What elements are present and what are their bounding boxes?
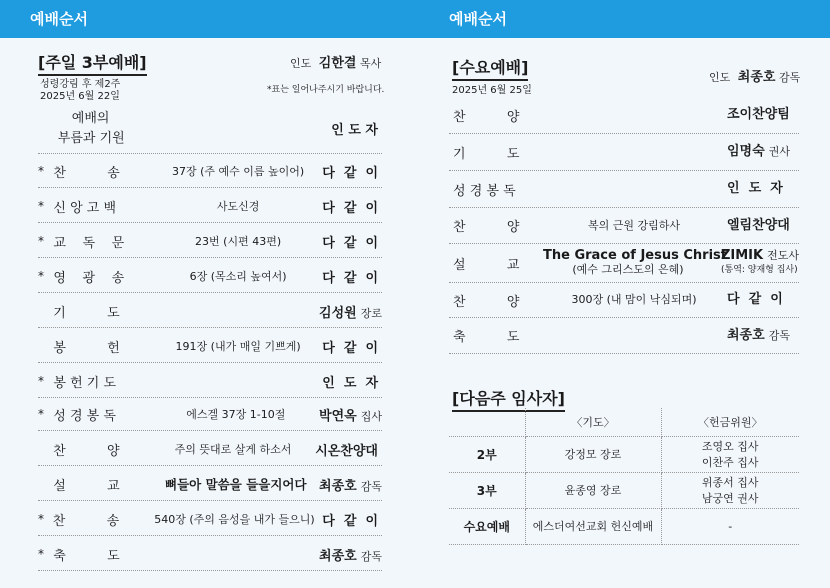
left-leader (290, 52, 381, 71)
row-person-name: 인 도 자 (322, 375, 378, 391)
row-label-line2: 부름과 기원 (57, 130, 125, 146)
row-star: * (38, 374, 44, 388)
left-leader-name: 김한결 (318, 56, 357, 71)
table-row (38, 433, 382, 466)
row-star: * (38, 269, 44, 283)
table-row (449, 97, 799, 134)
row-person (314, 197, 382, 216)
row-label: 찬 송 (53, 165, 120, 181)
row-person-name: 최종호 (319, 548, 357, 564)
next-row-offering (661, 508, 799, 544)
row-content-ko: (예수 그리스도의 은혜) (572, 263, 684, 276)
row-person-name: 다 같 이 (322, 270, 378, 286)
table-row (38, 330, 382, 363)
row-content: 에스겔 37장 1-10절 (186, 408, 286, 421)
row-person-name: 김성원 (319, 305, 357, 321)
next-row-prayer: 에스더여선교회 헌신예배 (525, 508, 661, 544)
row-label: 축 도 (453, 330, 520, 345)
next-row-label: 2부 (449, 436, 525, 472)
row-person-name: 다 같 이 (322, 200, 378, 216)
table-row (38, 398, 382, 431)
next-row-label: 수요예배 (449, 508, 525, 544)
row-label: 찬 양 (53, 443, 120, 459)
right-date: 2025년 6월 25일 (452, 85, 532, 96)
row-label: 찬 양 (453, 109, 520, 125)
right-header-bar (415, 0, 830, 38)
row-person-name: 박연옥 (319, 408, 357, 424)
row-label: 봉 헌 (53, 340, 120, 356)
next-row-offering-1: - (728, 519, 733, 533)
row-star: * (38, 164, 44, 178)
row-content-text: 복의 근원 강림하사 (587, 218, 680, 232)
row-content: 주의 뜻대로 살게 하소서 (174, 443, 292, 456)
row-person-name: 시온찬양대 (315, 443, 378, 459)
row-content: 23번 (시편 43편) (195, 235, 282, 248)
row-person-name: 최종호 (319, 478, 357, 494)
row-person-name: ZIMIK (720, 248, 764, 263)
row-person (719, 293, 787, 307)
left-header-bar (0, 0, 415, 38)
row-person (719, 182, 787, 196)
row-content (549, 219, 719, 233)
row-person-role: 집사 (360, 409, 382, 423)
row-label: 봉 헌 기 도 (53, 375, 117, 391)
left-leader-prefix: 인도 (290, 57, 312, 70)
row-person-line (727, 145, 790, 159)
row-person (713, 249, 799, 277)
table-row (38, 503, 382, 536)
row-person-role: 감독 (360, 549, 382, 563)
row-person (719, 108, 794, 122)
row-person-line (721, 249, 799, 263)
left-date-line2: 2025년 6월 22일 (40, 91, 120, 102)
row-person-interpreter: (통역: 양재형 집사) (720, 265, 798, 275)
row-label: 찬 양 (453, 220, 520, 235)
right-leader-prefix: 인도 (709, 71, 731, 84)
row-person (311, 475, 382, 494)
row-person-name: 임명숙 (727, 144, 765, 159)
row-person (311, 405, 382, 424)
row-person (314, 372, 382, 391)
row-star: * (38, 234, 44, 248)
row-label: 찬 송 (52, 513, 120, 529)
row-person-role: 전도사 (767, 249, 799, 262)
row-person-role: 감독 (360, 479, 382, 493)
next-row-offering-1: 조영오 집사 (701, 440, 759, 453)
table-row (38, 190, 382, 223)
row-content (549, 293, 719, 307)
row-label: 기 도 (53, 305, 120, 321)
next-row-prayer: 윤종영 장로 (525, 472, 661, 508)
row-content-en: The Grace of Jesus Christ (542, 248, 727, 263)
right-leader-role: 감독 (778, 71, 801, 84)
left-leader-role: 목사 (359, 57, 382, 70)
row-person-name: 최종호 (727, 327, 765, 343)
row-person-name: 다 같 이 (322, 165, 378, 181)
table-row (38, 538, 382, 571)
row-content: 540장 (주의 음성을 내가 들으니) (154, 513, 315, 526)
row-person (314, 510, 382, 529)
table-row (449, 244, 799, 283)
row-label: 신 앙 고 백 (53, 200, 117, 216)
table-row (38, 260, 382, 293)
next-row-offering (661, 472, 799, 508)
row-person (307, 440, 382, 459)
row-star: * (38, 199, 44, 213)
row-person-line (727, 219, 794, 233)
row-person-line (727, 182, 787, 196)
left-standing-note: *표는 일어나주시기 바랍니다. (267, 85, 385, 95)
left-header-title: 예배순서 (30, 10, 88, 28)
row-label: 설 교 (453, 257, 520, 273)
row-star: * (38, 547, 44, 561)
row-person (719, 329, 790, 343)
next-row-offering-2: 이찬주 집사 (701, 456, 759, 469)
row-star: * (38, 512, 44, 526)
table-row (449, 208, 799, 244)
row-label-line1: 예배의 (71, 110, 110, 126)
row-content: 뼈들아 말씀을 들을지어다 (165, 477, 307, 492)
row-person-line (727, 293, 787, 307)
row-label (50, 109, 166, 149)
left-date-line1: 성령강림 후 제2주 (40, 79, 121, 90)
row-person-line (727, 108, 794, 122)
next-header-empty (449, 408, 525, 436)
row-person-name: 다 같 이 (322, 235, 378, 251)
row-content: 191장 (내가 매일 기쁘게) (175, 340, 301, 353)
row-person (719, 145, 790, 159)
right-leader-name: 최종호 (737, 70, 776, 85)
row-person-role: 권사 (768, 145, 790, 158)
table-row (449, 134, 799, 171)
table-row (449, 472, 799, 508)
row-person (323, 119, 382, 138)
next-week-table (449, 408, 799, 545)
next-row-prayer: 강정모 장로 (525, 436, 661, 472)
row-label: 찬 양 (453, 294, 520, 310)
row-person (314, 267, 382, 286)
next-header-prayer: 〈기도〉 (525, 408, 661, 436)
row-label: 교 독 문 (53, 235, 125, 251)
table-row (38, 155, 382, 188)
row-person (311, 302, 382, 321)
table-row (38, 295, 382, 328)
next-header-offering: 〈헌금위원〉 (661, 408, 799, 436)
row-person-role: 장로 (360, 306, 382, 320)
row-person-line (727, 329, 790, 343)
row-star: * (38, 407, 44, 421)
row-person-name: 다 같 이 (727, 292, 783, 307)
row-label: 성 경 봉 독 (453, 183, 516, 199)
row-content (542, 248, 727, 277)
row-person (311, 545, 382, 564)
table-row (449, 436, 799, 472)
table-row (449, 283, 799, 318)
next-row-offering-2: 남궁연 권사 (701, 492, 759, 505)
row-person-name: 인 도 자 (331, 123, 378, 138)
next-row-offering (661, 436, 799, 472)
row-person-name: 엘림찬양대 (727, 217, 790, 233)
right-header-title: 예배순서 (449, 10, 507, 28)
row-person-name: 다 같 이 (322, 513, 378, 529)
row-content: 37장 (주 예수 이름 높이어) (171, 165, 305, 178)
table-row (38, 468, 382, 501)
row-person-name: 다 같 이 (322, 340, 378, 356)
row-label: 성 경 봉 독 (53, 408, 116, 424)
row-content: 6장 (목소리 높여서) (189, 270, 287, 283)
next-row-offering-1: 위종서 집사 (701, 476, 759, 489)
row-person (314, 337, 382, 356)
table-row (38, 104, 382, 154)
row-label: 영 광 송 (53, 270, 125, 286)
row-person (314, 162, 382, 181)
row-label: 설 교 (53, 478, 120, 494)
row-label: 기 도 (453, 146, 520, 162)
row-person-name: 인 도 자 (727, 181, 783, 196)
table-row (449, 171, 799, 208)
row-content: 사도신경 (216, 200, 260, 213)
row-label: 축 도 (53, 548, 120, 564)
table-row (449, 508, 799, 544)
row-person-role: 감독 (768, 328, 790, 342)
row-person (314, 232, 382, 251)
left-service-title: [주일 3부예배] (38, 50, 147, 76)
right-leader (709, 66, 800, 85)
next-row-label: 3부 (449, 472, 525, 508)
right-service-title: [수요예배] (452, 55, 528, 81)
row-person-name: 조이찬양팀 (727, 107, 790, 122)
next-week-title: [다음주 임사자] (452, 386, 565, 412)
row-person (719, 219, 794, 233)
table-row (449, 318, 799, 354)
table-row (38, 225, 382, 258)
table-row (38, 365, 382, 398)
row-content-text: 300장 (내 맘이 낙심되며) (571, 293, 697, 306)
